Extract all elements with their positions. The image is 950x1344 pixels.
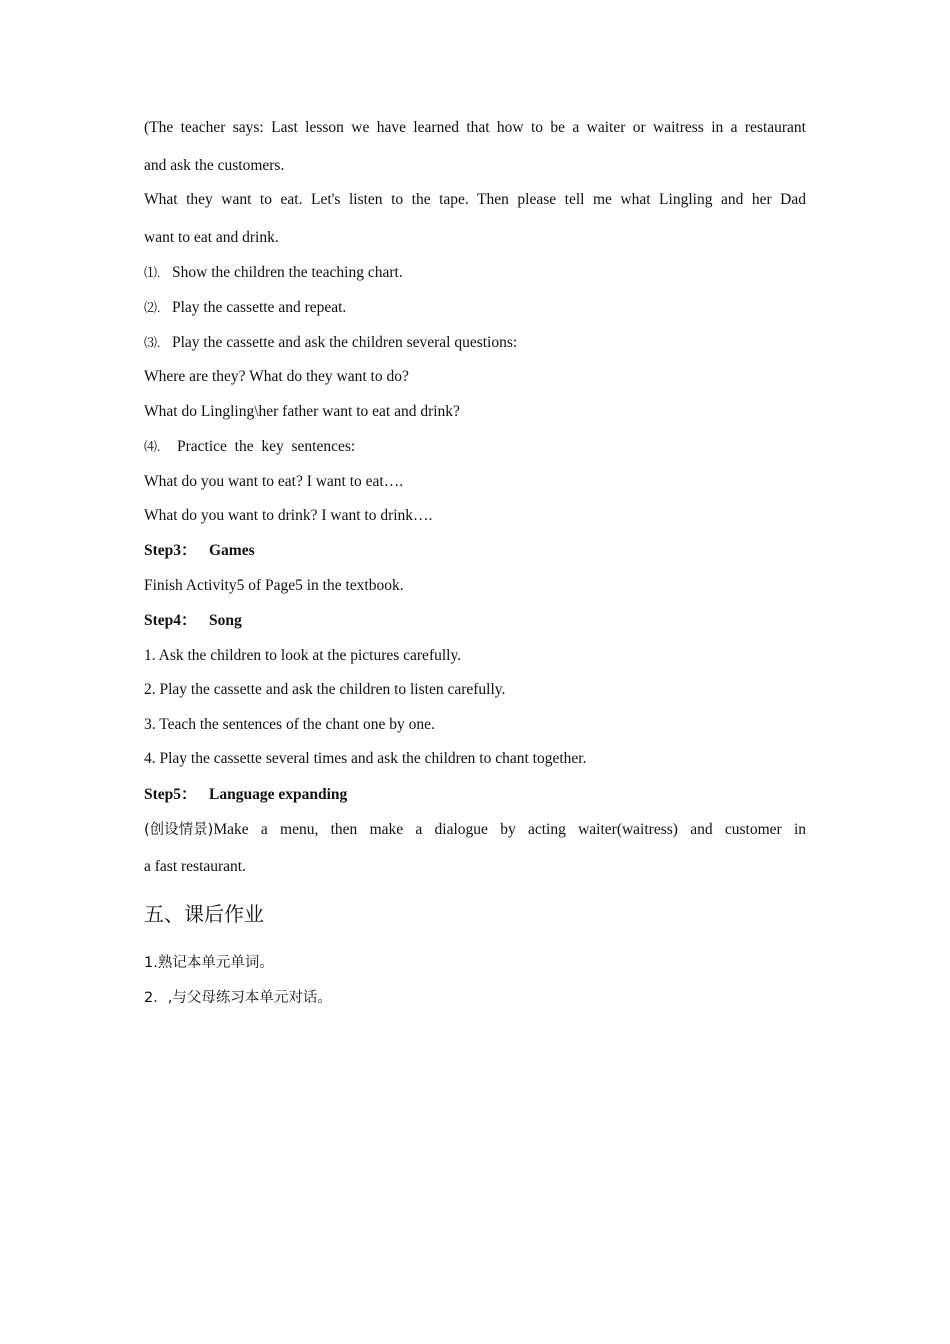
list-item [144,263,806,283]
list-text: Show the children the teaching chart. [172,264,403,281]
step5-title: Language expanding [209,786,348,803]
step3-heading [144,541,806,561]
intro-line-4: want to eat and drink. [144,229,279,246]
homework-item-1: 1.熟记本单元单词。 [144,955,274,971]
question-1: Where are they? What do they want to do? [144,368,409,385]
list-item: 2. Play the cassette and ask the children to listen carefully. [144,681,506,698]
homework-heading: 五、课后作业 [144,902,264,926]
intro-line-3: What they want to eat. Let's listen to the tape. Then please tell me what Lingling and her Dad [144,191,806,208]
list-number: ⑷. [144,439,161,454]
step4-title: Song [209,612,242,629]
step5-label: Step5： [144,786,197,803]
step3-label: Step3： [144,542,197,559]
step5-text: Make a menu, then make a dialogue by acting waiter(waitress) and customer in [213,821,806,838]
step5-line-2: a fast restaurant. [144,858,246,875]
step4-label: Step4： [144,612,197,629]
list-text: Play the cassette and repeat. [172,299,347,316]
practice-item [144,437,806,457]
homework-item-2: 2．,与父母练习本单元对话。 [144,990,332,1006]
step5-heading [144,785,806,805]
key-sentence-1: What do you want to eat? I want to eat…. [144,473,404,490]
step5-line-1 [144,820,806,840]
step3-text: Finish Activity5 of Page5 in the textbook. [144,577,404,594]
step3-title: Games [209,542,255,559]
list-item: 4. Play the cassette several times and ask the children to chant together. [144,750,587,767]
list-item [144,333,806,353]
intro-line-1: (The teacher says: Last lesson we have learned that how to be a waiter or waitress in a restaurant [144,119,806,136]
list-text: Practice the key sentences: [177,438,356,455]
list-item: 1. Ask the children to look at the pictures carefully. [144,647,462,664]
list-item [144,298,806,318]
step4-heading [144,611,806,631]
question-2: What do Lingling\her father want to eat and drink? [144,403,460,420]
list-number: ⑶. [144,335,161,350]
step5-prefix: (创设情景) [144,822,214,838]
list-number: ⑴. [144,265,161,280]
list-item: 3. Teach the sentences of the chant one by one. [144,716,435,733]
key-sentence-2: What do you want to drink? I want to drink…. [144,507,433,524]
list-number: ⑵. [144,300,161,315]
intro-line-2: and ask the customers. [144,157,285,174]
list-text: Play the cassette and ask the children several questions: [172,334,518,351]
